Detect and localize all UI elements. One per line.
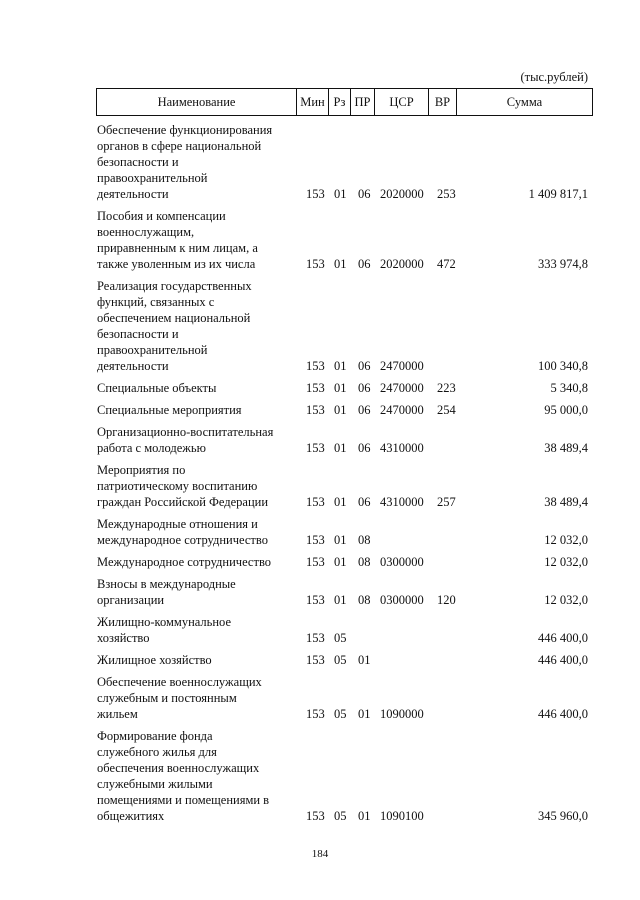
row-pr: 08 — [358, 533, 371, 547]
row-pr: 06 — [358, 187, 371, 201]
row-sum: 12 032,0 — [544, 593, 588, 607]
table-row — [0, 674, 640, 722]
row-min: 153 — [306, 359, 325, 373]
row-rz: 01 — [334, 441, 347, 455]
row-csr: 2470000 — [380, 403, 424, 417]
row-sum: 12 032,0 — [544, 533, 588, 547]
row-name: Обеспечение функционирования органов в сфере национальной безопасности и правоохранительной деятельности — [97, 123, 273, 201]
row-min: 153 — [306, 653, 325, 667]
row-min: 153 — [306, 257, 325, 271]
row-sum: 12 032,0 — [544, 555, 588, 569]
row-csr: 2470000 — [380, 359, 424, 373]
row-csr: 0300000 — [380, 593, 424, 607]
table-row — [0, 278, 640, 374]
row-csr: 2020000 — [380, 257, 424, 271]
row-name: Формирование фонда служебного жилья для обеспечения военнослужащих служебными жилыми помещениями и помещениями в общежитиях — [97, 729, 270, 823]
row-vr: 472 — [437, 257, 456, 271]
table-row — [0, 554, 640, 570]
row-min: 153 — [306, 593, 325, 607]
row-pr: 06 — [358, 257, 371, 271]
page-number: 184 — [311, 848, 329, 860]
row-csr: 0300000 — [380, 555, 424, 569]
row-rz: 05 — [334, 707, 347, 721]
row-name: Специальные объекты — [97, 381, 217, 395]
header-rz: Рз — [329, 89, 351, 116]
row-pr: 08 — [358, 593, 371, 607]
row-pr: 06 — [358, 441, 371, 455]
row-vr: 253 — [437, 187, 456, 201]
row-rz: 01 — [334, 257, 347, 271]
header-csr: ЦСР — [375, 89, 429, 116]
row-rz: 05 — [334, 631, 347, 645]
row-pr: 06 — [358, 403, 371, 417]
row-name: Взносы в международные организации — [97, 577, 236, 607]
row-min: 153 — [306, 381, 325, 395]
row-min: 153 — [306, 187, 325, 201]
row-name: Специальные мероприятия — [97, 403, 242, 417]
table-row — [0, 576, 640, 608]
row-min: 153 — [306, 809, 325, 823]
row-pr: 01 — [358, 653, 371, 667]
row-min: 153 — [306, 441, 325, 455]
row-csr: 1090000 — [380, 707, 424, 721]
row-csr: 4310000 — [380, 495, 424, 509]
header-name: Наименование — [97, 89, 297, 116]
row-pr: 06 — [358, 359, 371, 373]
row-min: 153 — [306, 707, 325, 721]
row-sum: 1 409 817,1 — [528, 187, 588, 201]
table-row — [0, 208, 640, 272]
row-vr: 223 — [437, 381, 456, 395]
row-sum: 38 489,4 — [544, 441, 588, 455]
row-sum: 333 974,8 — [538, 257, 588, 271]
row-sum: 345 960,0 — [538, 809, 588, 823]
table-row — [0, 614, 640, 646]
row-rz: 01 — [334, 187, 347, 201]
row-rz: 05 — [334, 809, 347, 823]
table-row — [0, 402, 640, 418]
row-sum: 95 000,0 — [544, 403, 588, 417]
row-sum: 446 400,0 — [538, 707, 588, 721]
row-rz: 01 — [334, 593, 347, 607]
row-sum: 446 400,0 — [538, 631, 588, 645]
row-sum: 5 340,8 — [550, 381, 588, 395]
header-sum: Сумма — [457, 89, 593, 116]
table-row — [0, 424, 640, 456]
row-pr: 01 — [358, 809, 371, 823]
row-sum: 446 400,0 — [538, 653, 588, 667]
table-header — [96, 88, 593, 116]
row-sum: 100 340,8 — [538, 359, 588, 373]
row-min: 153 — [306, 631, 325, 645]
row-name: Жилищное хозяйство — [97, 653, 212, 667]
row-pr: 06 — [358, 381, 371, 395]
row-name: Обеспечение военнослужащих служебным и постоянным жильем — [97, 675, 262, 721]
header-pr: ПР — [351, 89, 375, 116]
header-min: Мин — [297, 89, 329, 116]
table-row — [0, 462, 640, 510]
row-rz: 05 — [334, 653, 347, 667]
row-name: Организационно-воспитательная работа с молодежью — [97, 425, 274, 455]
row-name: Жилищно-коммунальное хозяйство — [97, 615, 231, 645]
row-sum: 38 489,4 — [544, 495, 588, 509]
row-csr: 2020000 — [380, 187, 424, 201]
row-vr: 254 — [437, 403, 456, 417]
row-name: Реализация государственных функций, связанных с обеспечением национальной безопасности и правоохранительной деятельности — [97, 279, 252, 373]
row-rz: 01 — [334, 555, 347, 569]
row-name: Международное сотрудничество — [97, 555, 272, 569]
table-row — [0, 380, 640, 396]
row-vr: 120 — [437, 593, 456, 607]
table-row — [0, 728, 640, 824]
row-pr: 08 — [358, 555, 371, 569]
row-min: 153 — [306, 533, 325, 547]
row-name: Пособия и компенсации военнослужащим, приравненным к ним лицам, а также уволенным из их числа — [97, 209, 258, 271]
row-pr: 01 — [358, 707, 371, 721]
row-rz: 01 — [334, 495, 347, 509]
row-min: 153 — [306, 495, 325, 509]
header-vr: ВР — [429, 89, 457, 116]
row-name: Международные отношения и международное сотрудничество — [97, 517, 268, 547]
row-vr: 257 — [437, 495, 456, 509]
row-rz: 01 — [334, 403, 347, 417]
row-rz: 01 — [334, 381, 347, 395]
table-row — [0, 516, 640, 548]
row-csr: 1090100 — [380, 809, 424, 823]
table-row — [0, 652, 640, 668]
row-pr: 06 — [358, 495, 371, 509]
row-min: 153 — [306, 555, 325, 569]
row-csr: 4310000 — [380, 441, 424, 455]
table-row — [0, 122, 640, 202]
table-body — [0, 122, 640, 830]
row-name: Мероприятия по патриотическому воспитанию граждан Российской Федерации — [97, 463, 269, 509]
row-min: 153 — [306, 403, 325, 417]
units-note: (тыс.рублей) — [520, 70, 588, 84]
row-rz: 01 — [334, 359, 347, 373]
row-csr: 2470000 — [380, 381, 424, 395]
row-rz: 01 — [334, 533, 347, 547]
